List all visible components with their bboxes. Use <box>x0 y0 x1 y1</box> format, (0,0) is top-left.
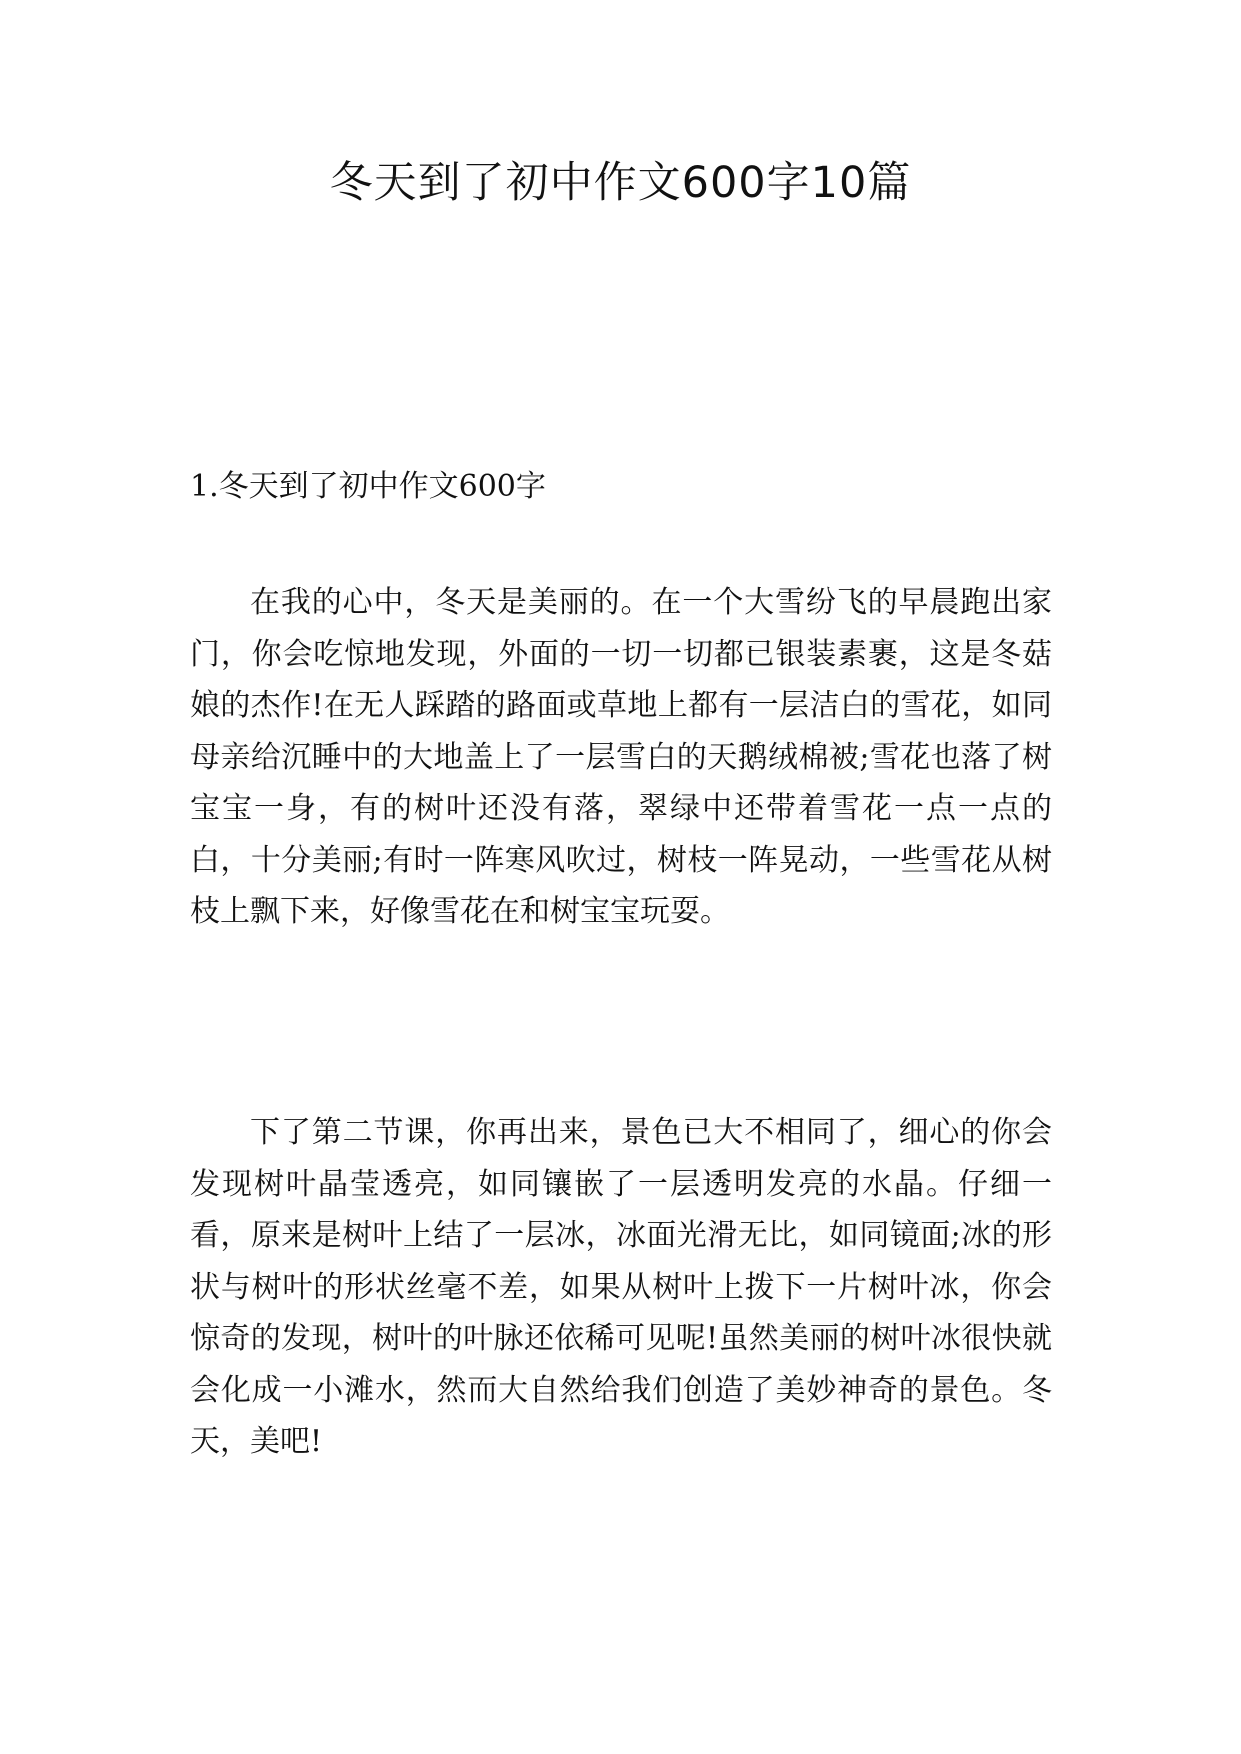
paragraph-1: 在我的心中，冬天是美丽的。在一个大雪纷飞的早晨跑出家门，你会吃惊地发现，外面的一切一切都已银装素裹，这是冬菇娘的杰作!在无人踩踏的路面或草地上都有一层洁白的雪花，如同母亲给沉睡中的大地盖上了一层雪白的天鹅绒棉被;雪花也落了树宝宝一身，有的树叶还没有落，翠绿中还带着雪花一点一点的白，十分美丽;有时一阵寒风吹过，树枝一阵晃动，一些雪花从树枝上飘下来，好像雪花在和树宝宝玩耍。 <box>190 585 1052 929</box>
section-heading: 1.冬天到了初中作文600字 <box>190 469 546 504</box>
document-title: 冬天到了初中作文600字10篇 <box>329 158 912 208</box>
paragraph-2: 下了第二节课，你再出来，景色已大不相同了，细心的你会发现树叶晶莹透亮，如同镶嵌了一层透明发亮的水晶。仔细一看，原来是树叶上结了一层冰，冰面光滑无比，如同镜面;冰的形状与树叶的形状丝毫不差，如果从树叶上拨下一片树叶冰，你会惊奇的发现，树叶的叶脉还依稀可见呢!虽然美丽的树叶冰很快就会化成一小滩水，然而大自然给我们创造了美妙神奇的景色。冬天，美吧! <box>190 1115 1052 1459</box>
